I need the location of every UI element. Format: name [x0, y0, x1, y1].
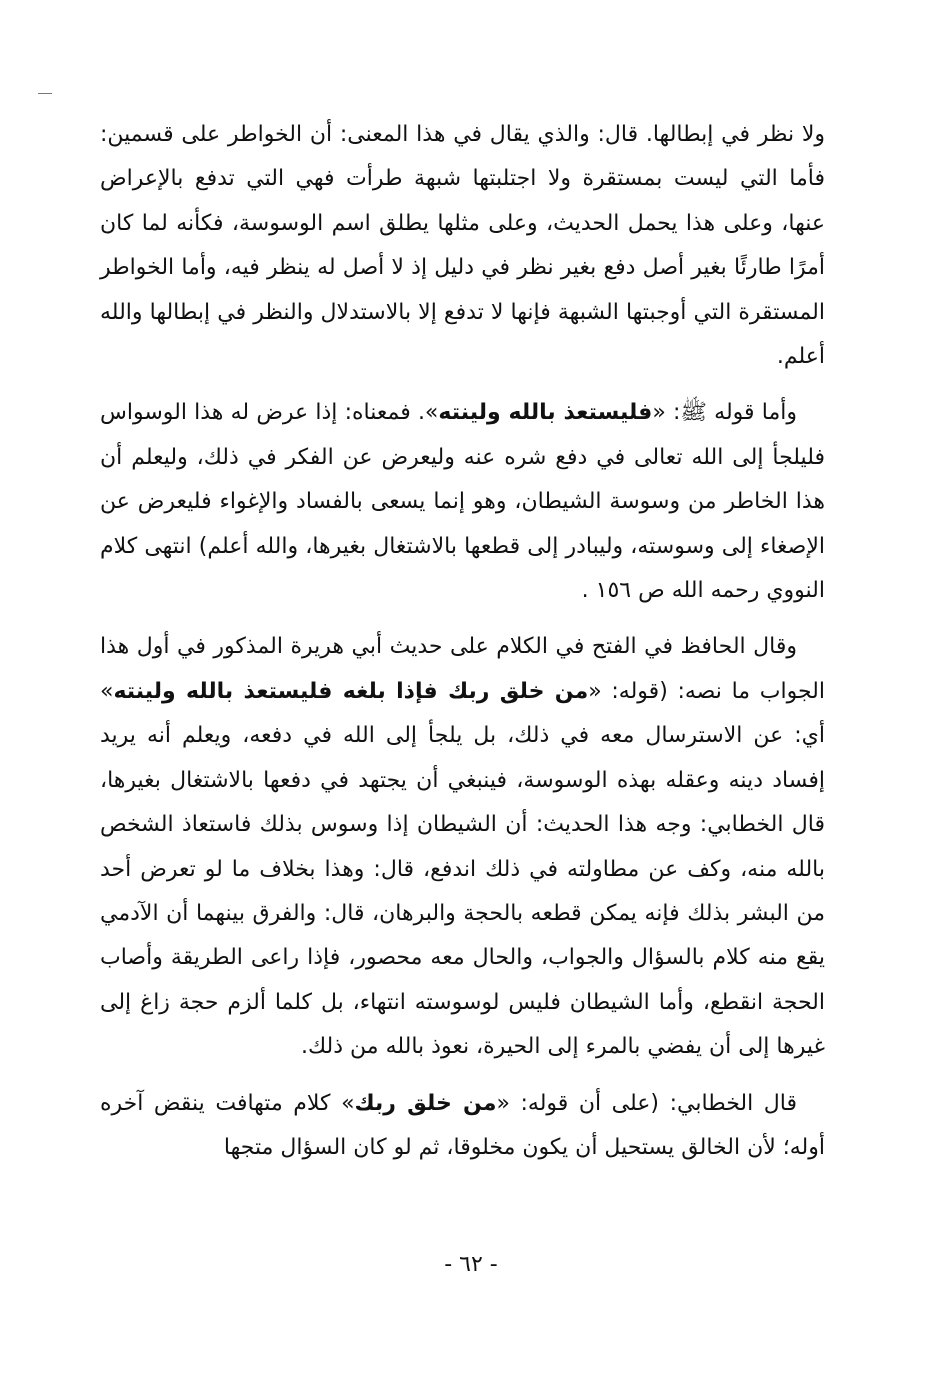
scan-mark: [38, 93, 52, 94]
paragraph-1: [100, 113, 825, 379]
page-number: - ٦٢ -: [444, 1252, 498, 1277]
paragraph-3-hadith-quote: من خلق ربك فإذا بلغه فليستعذ بالله ولينته: [113, 678, 589, 704]
paragraph-3-text-start: وقال الحافظ في الفتح في الكلام على حديث أبي هريرة المذكور في أول هذا الجواب ما نصه: (قوله: «: [100, 634, 825, 704]
paragraph-2: [100, 391, 825, 613]
paragraph-3-text-end: » أي: عن الاسترسال معه في ذلك، بل يلجأ إلى الله في دفعه، ويعلم أنه يريد إفساد دينه وعقله بهذه الوسوسة، فينبغي أن يجتهد في دفعها بالاشتغال بغيرها، قال الخطابي: وجه هذا الحديث: أن الشيطان إذا وسوس بذلك فاستعاذ الشخص بالله منه، وكف عن مطاولته في ذلك اندفع، قال: وهذا بخلاف ما لو تعرض أحد من البشر بذلك فإنه يمكن قطعه بالحجة والبرهان، قال: والفرق بينهما أن الآدمي يقع منه كلام بالسؤال والجواب، والحال معه محصور، فإذا راعى الطريقة وأصاب الحجة انقطع، وأما الشيطان فليس لوسوسته انتهاء، بل كلما ألزم حجة زاغ إلى غيرها إلى أن يفضي بالمرء إلى الحيرة، نعوذ بالله من ذلك.: [100, 678, 825, 1060]
paragraph-4-text-end: » كلام متهافت ينقض آخره أوله؛ لأن الخالق يستحيل أن يكون مخلوقا، ثم لو كان السؤال متجها: [100, 1090, 825, 1160]
paragraph-4-hadith-quote: من خلق ربك: [354, 1090, 497, 1116]
paragraph-4: [100, 1082, 825, 1171]
page-body: [100, 113, 825, 1170]
paragraph-3: [100, 625, 825, 1069]
paragraph-2-text-end: ». فمعناه: إذا عرض له هذا الوسواس فليلجأ إلى الله تعالى في دفع شره عنه وليعرض عن الفكر في ذلك، وليعلم أن هذا الخاطر من وسوسة الشيطان، وهو إنما يسعى بالفساد والإغواء فليعرض عن الإصغاء إلى وسوسته، وليبادر إلى قطعها بالاشتغال بغيرها، والله أعلم) انتهى كلام النووي رحمه الله ص ١٥٦ .: [100, 400, 825, 604]
paragraph-1-text: ولا نظر في إبطالها. قال: والذي يقال في هذا المعنى: أن الخواطر على قسمين: فأما التي ليست بمستقرة ولا اجتلبتها شبهة طرأت فهي التي تدفع بالإعراض عنها، وعلى هذا يحمل الحديث، وعلى مثلها يطلق اسم الوسوسة، فكأنه لما كان أمرًا طارئًا بغير أصل دفع بغير نظر في دليل إذ لا أصل له ينظر فيه، وأما الخواطر المستقرة التي أوجبتها الشبهة فإنها لا تدفع إلا بالاستدلال والنظر في إبطالها والله أعلم.: [100, 122, 825, 370]
paragraph-4-text-start: قال الخطابي: (على أن قوله: «: [496, 1090, 797, 1116]
paragraph-2-hadith-quote: فليستعذ بالله ولينته: [438, 400, 653, 426]
paragraph-2-text-start: وأما قوله ﷺ: «: [652, 400, 797, 426]
